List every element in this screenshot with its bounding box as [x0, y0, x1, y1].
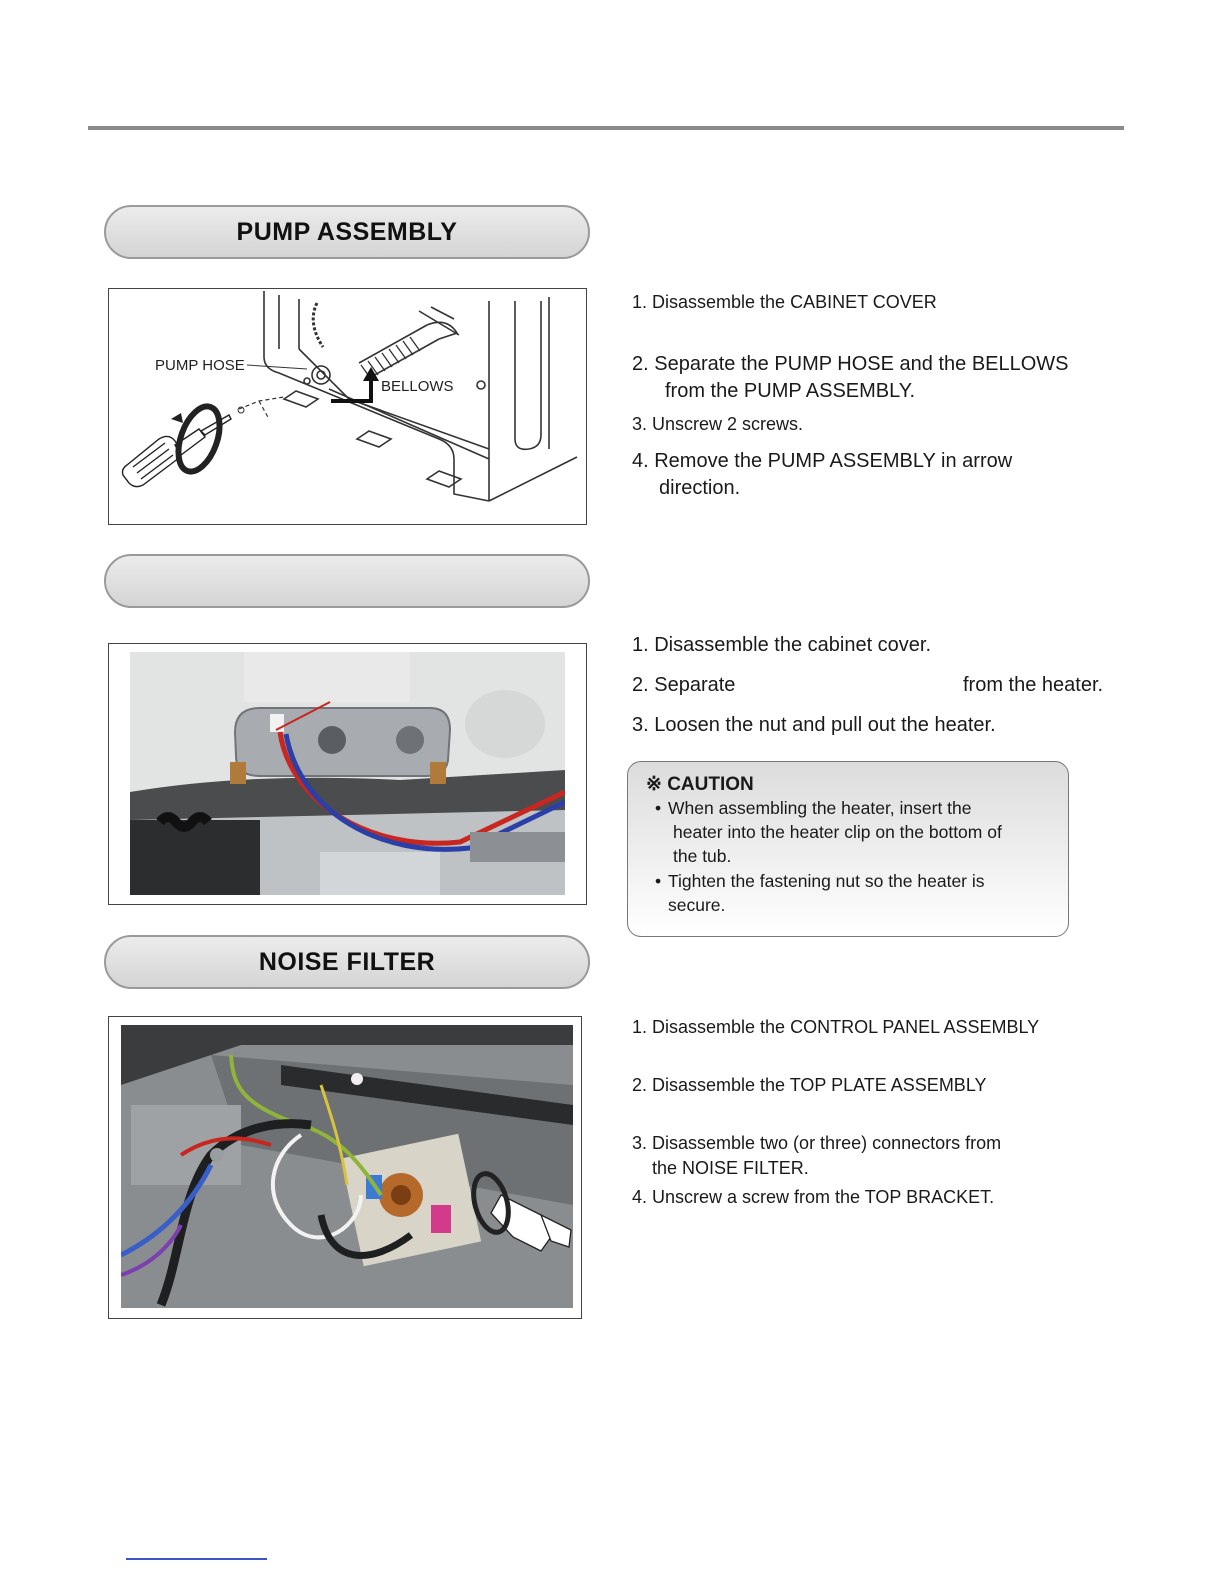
- section-header-noise-filter: [104, 935, 590, 989]
- heater-step-2-tail: from the heater.: [963, 674, 1104, 696]
- pump-step-1: 1. Disassemble the CABINET COVER: [632, 292, 937, 312]
- top-rule: [88, 126, 1124, 130]
- pump-hose-label: PUMP HOSE: [155, 357, 245, 374]
- pump-step-4-line1: 4. Remove the PUMP ASSEMBLY in arrow: [632, 450, 1013, 472]
- caution-bullet-1-line1: When assembling the heater, insert the: [668, 798, 972, 818]
- noise-step-3-line2: the NOISE FILTER.: [652, 1158, 809, 1178]
- bullet-dot-icon: •: [655, 871, 662, 891]
- heater-photo-frame: [108, 643, 587, 905]
- pump-line-drawing: [109, 289, 585, 523]
- caution-bullet-1-line2: heater into the heater clip on the bottom of: [673, 822, 1002, 842]
- caution-bullet-2: [655, 869, 985, 917]
- caution-title: ※ CAUTION: [646, 774, 754, 795]
- section-title: PUMP ASSEMBLY: [236, 217, 458, 246]
- pump-step-2-line1: 2. Separate the PUMP HOSE and the BELLOWS: [632, 353, 1069, 375]
- caution-bullet-1: [655, 796, 1002, 868]
- up-arrow-icon: [331, 367, 379, 401]
- noise-filter-photo: [121, 1025, 573, 1308]
- noise-step-2: 2. Disassemble the TOP PLATE ASSEMBLY: [632, 1075, 987, 1095]
- pump-step-3: 3. Unscrew 2 screws.: [632, 414, 804, 434]
- caution-box: [627, 761, 1069, 937]
- pump-step-2: [632, 353, 1069, 403]
- caution-bullet-2-line1: Tighten the fastening nut so the heater is: [668, 871, 985, 891]
- heater-photo: [130, 652, 565, 895]
- noise-step-4: 4. Unscrew a screw from the TOP BRACKET.: [632, 1187, 995, 1207]
- section-title: NOISE FILTER: [258, 947, 436, 976]
- section-header-heater: [104, 554, 590, 608]
- section-header-pump-assembly: [104, 205, 590, 259]
- caution-bullet-1-line3: the tub.: [673, 846, 732, 866]
- pump-assembly-diagram: [108, 288, 587, 525]
- pump-step-4: [632, 450, 1012, 500]
- pump-step-4-line2: direction.: [659, 477, 741, 499]
- heater-step-3: 3. Loosen the nut and pull out the heater.: [632, 714, 996, 736]
- noise-step-3-line1: 3. Disassemble two (or three) connectors from: [632, 1133, 1002, 1153]
- caution-bullet-2-line2: secure.: [668, 895, 726, 915]
- noise-step-3: [632, 1133, 1001, 1179]
- noise-step-1: 1. Disassemble the CONTROL PANEL ASSEMBLY: [632, 1017, 1040, 1037]
- bellows-label: BELLOWS: [381, 378, 454, 395]
- noise-filter-photo-frame: [108, 1016, 582, 1319]
- footer-link-underline[interactable]: [126, 1558, 267, 1560]
- heater-step-2: 2. Separate: [632, 674, 736, 696]
- pump-step-2-line2: from the PUMP ASSEMBLY.: [665, 380, 916, 402]
- bullet-dot-icon: •: [655, 798, 662, 818]
- heater-step-1: 1. Disassemble the cabinet cover.: [632, 634, 932, 656]
